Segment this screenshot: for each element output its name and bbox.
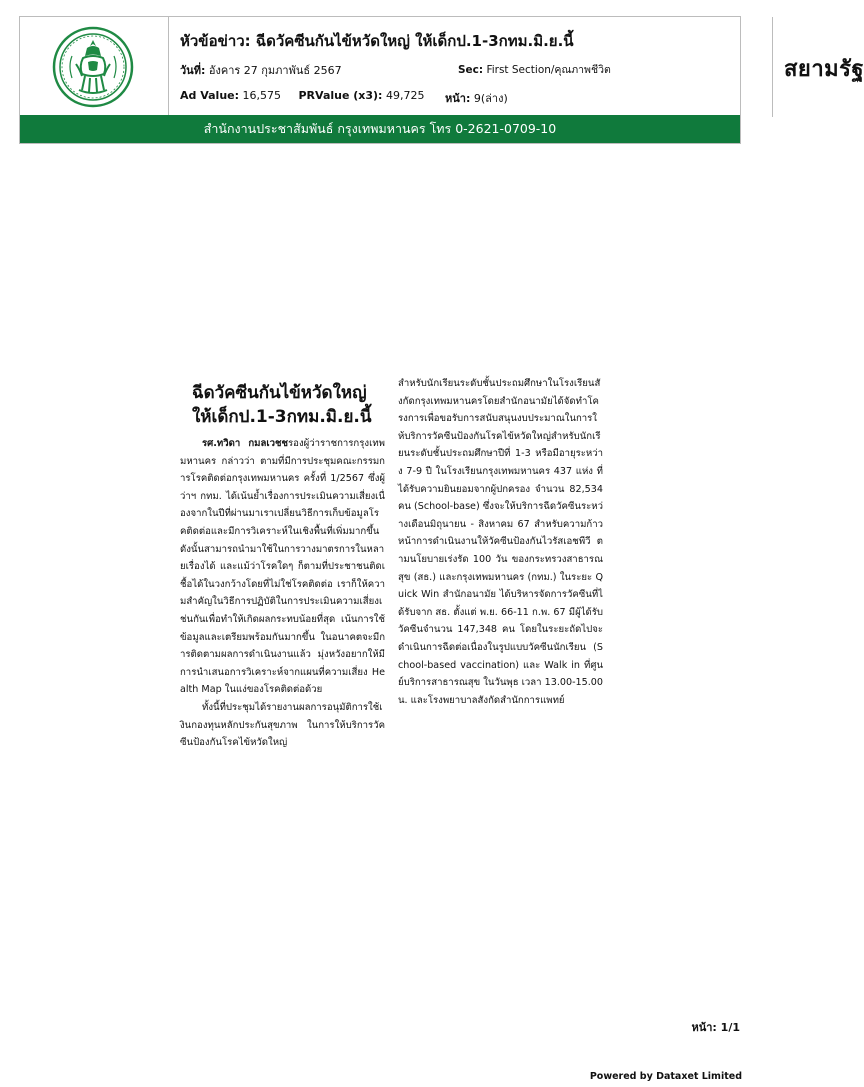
section-label: Sec: [458,64,484,76]
page-row [445,89,508,107]
ad-value: 16,575 [242,89,282,102]
contact-bar: สำนักงานประชาสัมพันธ์ กรุงเทพมหานคร โทร 0-2621-0709-10 [20,115,740,143]
date-value: อังคาร 27 กุมภาพันธ์ 2567 [208,64,342,77]
article-paragraph-3: สำหรับนักเรียนระดับชั้นประถมศึกษาในโรงเรียนสังกัดกรุงเทพมหานครโดยสำนักอนามัยได้จัดทำโครงการเพื่อขอรับการสนับสนุนงบประมาณในการให้บริการวัคซีนป้องกันโรคไข้หวัดใหญ่สำหรับนักเรียนระดับชั้นประถมศึกษาปีที่ 1-3 หรือมีอายุระหว่าง 7-9 ปี ในโรงเรียนกรุงเทพมหานคร 437 แห่ง ที่ได้รับความยินยอมจากผู้ปกครอง จำนวน 82,534 คน (School-base) ซึ่งจะให้บริการฉีดวัคซีนระหว่างเดือนมิถุนายน - สิงหาคม 67 สำหรับความก้าวหน้าการดำเนินงานให้วัคซีนป้องกันไวรัสเอชพีวี ตามนโยบายเร่งรัด 100 วัน ของกระทรวงสาธารณสุข (สธ.) และกรุงเทพมหานคร (กทม.) ในระยะ Quick Win สำนักอนามัย ได้บริหารจัดการวัคซีนที่ได้รับจาก สธ. ตั้งแต่ พ.ย. 66-11 ก.พ. 67 มีผู้ได้รับวัคซีนจำนวน 147,348 คน โดยในระยะถัดไปจะดำเนินการฉีดต่อเนื่องในรูปแบบวัคซีนนักเรียน (School-based vaccination) และ Walk in ที่ศูนย์บริการสาธารณสุข ในวันพุธ เวลา 13.00-15.00 น. และโรงพยาบาลสังกัดสำนักการแพทย์ [398,378,604,706]
bangkok-seal-icon [52,26,134,108]
date-label: วันที่: [180,64,206,77]
headline-row [180,29,574,53]
pr-value-label: PRValue (x3): [298,89,383,102]
newspaper-brand: สยามรัฐ [784,57,864,82]
page-number: หน้า: 1/1 [691,1021,740,1034]
article-column-2 [398,375,603,709]
brand-divider [772,17,773,117]
section-value: First Section/คุณภาพชีวิต [486,64,611,76]
article-paragraph-2: ทั้งนี้ที่ประชุมได้รายงานผลการอนุมัติการใช้เงินกองทุนหลักประกันสุขภาพ ในการให้บริการวัคซีนป้องกันโรคไข้หวัดใหญ่ [180,701,385,749]
logo-panel [20,17,169,117]
article-paragraph-1-text: รองผู้ว่าราชการกรุงเทพมหานคร กล่าวว่า ตามที่มีการประชุมคณะกรรมการโรคติดต่อกรุงเทพมหานคร ครั้งที่ 1/2567 ซึ่งผู้ว่าฯ กทม. ได้เน้นย้ำเรื่องการประเมินความเสี่ยงเนื่องจากในปีที่ผ่านมาเราเปลี่ยนวิธีการเก็บข้อมูลโรคติดต่อและมีการวิเคราะห์ในเชิงพื้นที่เพิ่มมากขึ้น ดังนั้นสามารถนำมาใช้ในการวางมาตรการในหลายเรื่องได้ และแม้ว่าโรคใดๆ ก็ตามที่ประชาชนติดเชื้อได้ในวงกว้างโดยที่ไม่ใช่โรคติดต่อ เราก็ให้ความสำคัญในวิธีการปฏิบัติในการประเมินความเสี่ยงเช่นกันเพื่อทำให้เกิดผลกระทบน้อยที่สุด เน้นการใช้ข้อมูลและเตรียมพร้อมกันมากขึ้น ในอนาคตจะมีการติดตามผลการดำเนินงานแล้ว มุ่งหวังอยากให้มีการนำเสนอการวิเคราะห์จากแผนที่ความเสี่ยง Health Map ในแง่ของโรคติดต่อด้วย [180,438,385,696]
powered-by: Powered by Dataxet Limited [589,1071,742,1082]
article-title-line-1: ฉีดวัคซีนกันไข้หวัดใหญ่ [192,383,367,403]
value-row [180,89,424,102]
article-title [192,381,385,429]
article-author: รศ.ทวิดา กมลเวชช [202,438,289,449]
page-label: หน้า: [445,92,471,105]
pr-value: 49,725 [385,89,425,102]
headline-text: ฉีดวัคซีนกันไข้หวัดใหญ่ ให้เด็กป.1-3กทม.มิ.ย.นี้ [255,32,574,50]
article-column-1 [180,375,385,752]
article-title-line-2: ให้เด็กป.1-3กทม.มิ.ย.นี้ [192,407,372,427]
clipping-info [180,17,864,117]
section-row [458,61,611,78]
ad-value-label: Ad Value: [180,89,240,102]
page-value: 9(ล่าง) [473,92,508,105]
article-paragraph-1 [180,435,385,699]
headline-label: หัวข้อข่าว: [180,32,251,50]
date-row [180,61,342,79]
clipping-header [19,16,864,144]
